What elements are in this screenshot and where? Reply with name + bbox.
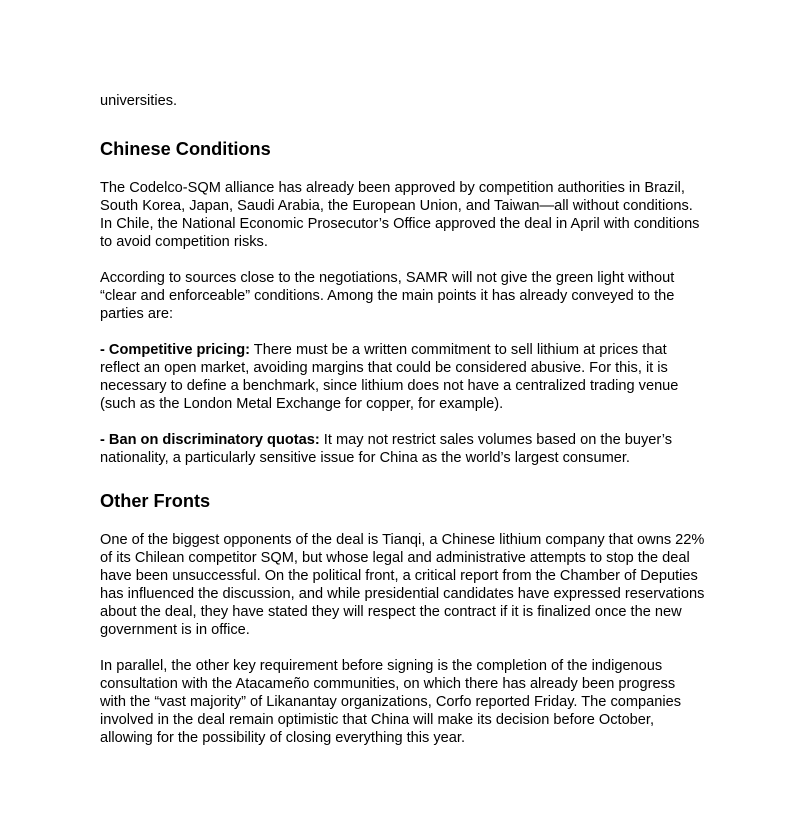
section-heading-chinese-conditions: Chinese Conditions [100,139,271,159]
paragraph: According to sources close to the negotiations, SAMR will not give the green light without “clear and enforceable” conditions. Among the main points it has already conveyed to the parties are: [100,270,675,322]
bullet-text: There must be a written commitment to sell lithium at prices that reflect an open market, avoiding margins that could be considered abusive. For this, it is necessary to define a benchmark, since lithium does not have a centralized trading venue (such as the London Metal Exchange for copper, for example). [100,342,679,412]
bullet-label: - Ban on discriminatory quotas: [100,432,320,448]
bullet-competitive-pricing [100,341,705,413]
article-body [100,92,705,765]
paragraph: One of the biggest opponents of the deal is Tianqi, a Chinese lithium company that owns 22% of its Chilean competitor SQM, but whose legal and administrative attempts to stop the deal have been unsuccessful. On the political front, a critical report from the Chamber of Deputies has influenced the discussion, and while presidential candidates have expressed reservations about the deal, they have stated they will respect the contract if it is finalized once the new government is in office. [100,532,705,638]
paragraph: In parallel, the other key requirement before signing is the completion of the indigenous consultation with the Atacameño communities, on which there has already been progress with the “vast majority” of Likanantay organizations, Corfo reported Friday. The companies involved in the deal remain optimistic that China will make its decision before October, allowing for the possibility of closing everything this year. [100,658,682,746]
paragraph: The Codelco-SQM alliance has already been approved by competition authorities in Brazil, South Korea, Japan, Saudi Arabia, the European Union, and Taiwan—all without conditions. In Chile, the National Economic Prosecutor’s Office approved the deal in April with conditions to avoid competition risks. [100,180,700,250]
bullet-text: It may not restrict sales volumes based on the buyer’s nationality, a particularly sensitive issue for China as the world’s largest consumer. [100,432,673,466]
section-heading-other-fronts: Other Fronts [100,491,211,511]
bullet-label: - Competitive pricing: [100,342,250,358]
intro-fragment: universities. [100,93,178,109]
bullet-discriminatory-quotas [100,431,705,467]
